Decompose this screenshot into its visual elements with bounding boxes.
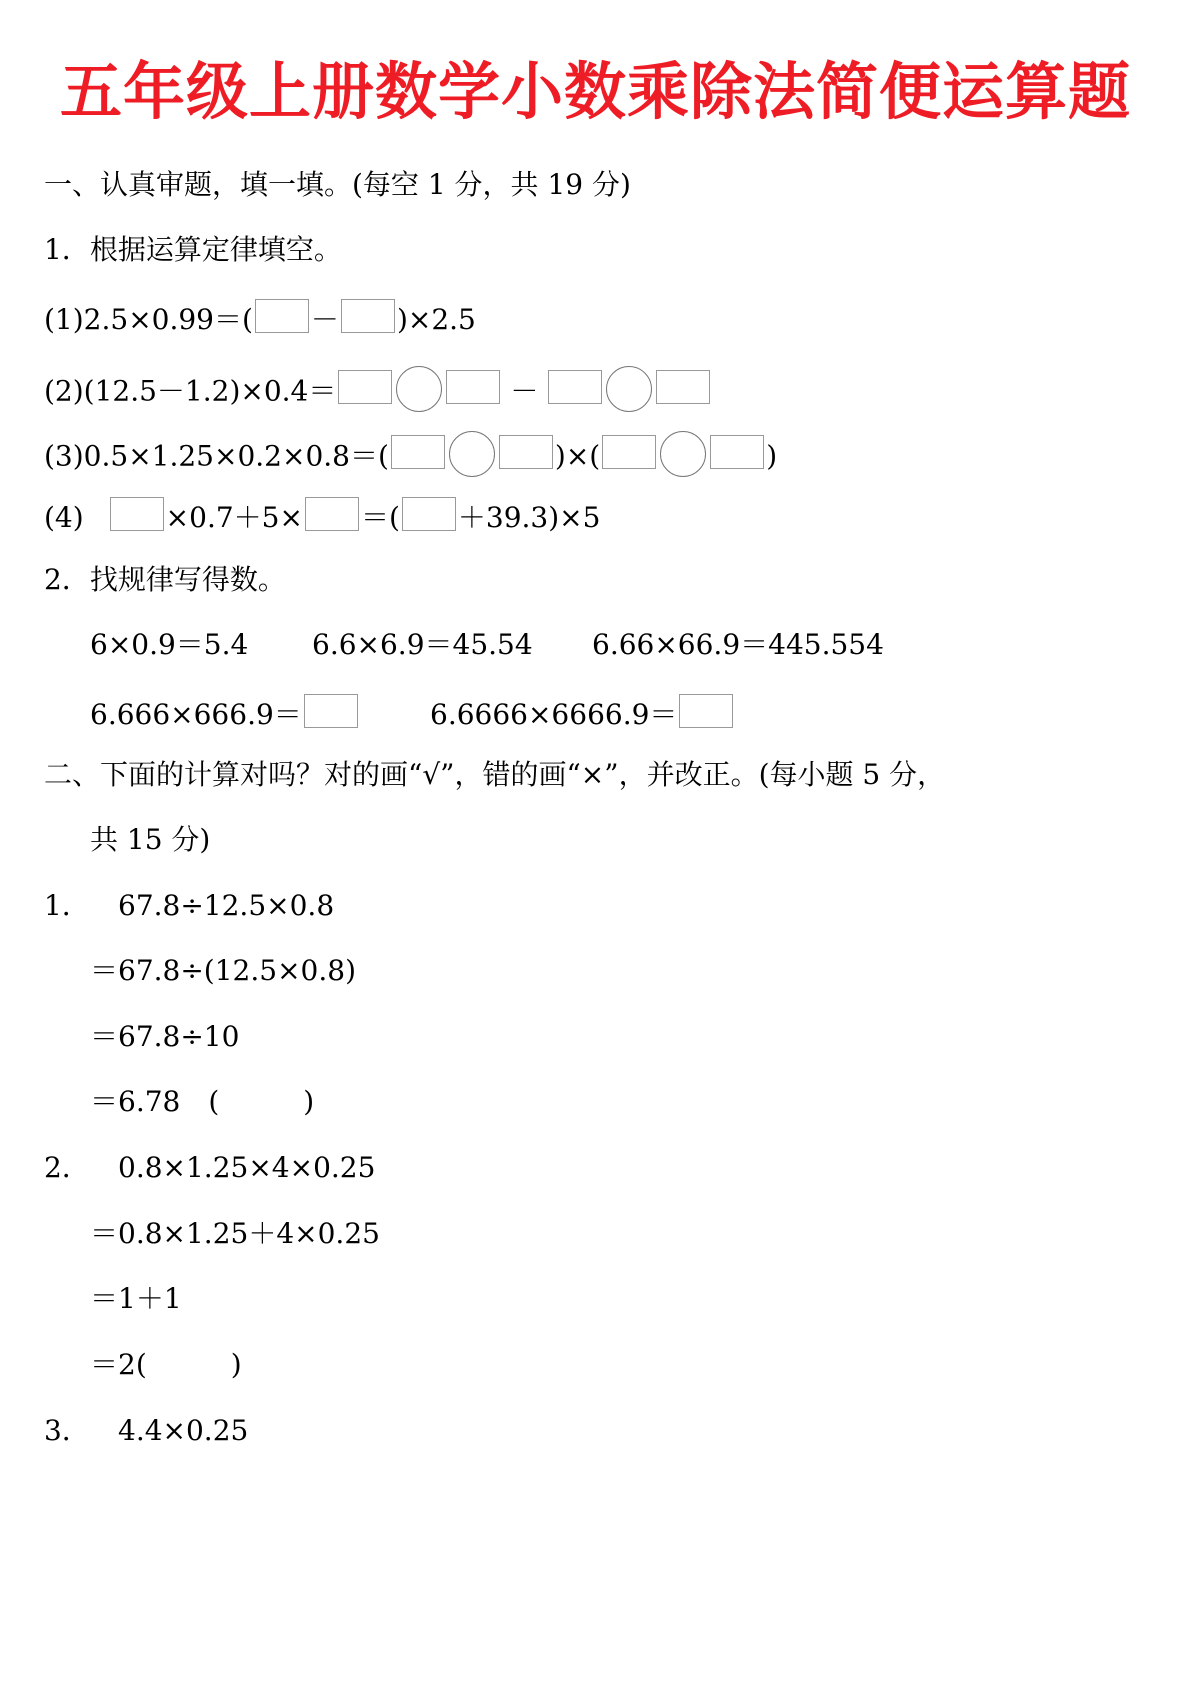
answer-box[interactable]: [548, 370, 602, 404]
pattern-question: [430, 695, 735, 735]
operator-circle[interactable]: [449, 431, 495, 477]
pattern-question-text: 6.666×666.9＝: [90, 698, 302, 731]
problem-step-answer[interactable]: ＝2( ): [90, 1348, 242, 1381]
q1-part1-suffix: )×2.5: [396, 303, 476, 336]
answer-box[interactable]: [602, 435, 656, 469]
answer-box[interactable]: [305, 497, 359, 531]
problem-step: ＝0.8×1.25＋4×0.25: [90, 1217, 380, 1250]
answer-box[interactable]: [304, 694, 358, 728]
pattern-question: [90, 695, 360, 735]
answer-box[interactable]: [255, 299, 309, 333]
problem-step-answer[interactable]: ＝6.78 ( ): [90, 1085, 315, 1118]
q1-part1: [44, 300, 476, 340]
q1-part3-suffix: ): [766, 439, 778, 473]
answer-box[interactable]: [110, 497, 164, 531]
answer-box[interactable]: [341, 299, 395, 333]
answer-box[interactable]: [338, 370, 392, 404]
problem-expression: 67.8÷12.5×0.8: [118, 889, 335, 922]
q1-part4-mid2: ＝(: [360, 501, 400, 534]
q1-label: 1．根据运算定律填空。: [44, 233, 342, 266]
section2-heading-cont: 共 15 分): [90, 823, 211, 856]
q1-part4-suffix: ＋39.3)×5: [457, 501, 601, 534]
q1-part3-prefix: (3)0.5×1.25×0.2×0.8＝(: [44, 439, 389, 473]
problem-step: ＝1＋1: [90, 1282, 182, 1315]
problem-number: 1．: [44, 889, 90, 922]
q1-part4-mid1: ×0.7＋5×: [165, 501, 303, 534]
problem-step: ＝67.8÷10: [90, 1020, 240, 1053]
answer-box[interactable]: [499, 435, 553, 469]
q2-label: 2．找规律写得数。: [44, 563, 286, 596]
problem-number: 3．: [44, 1414, 90, 1447]
minus-sign: －: [310, 303, 339, 336]
q1-part4-prefix: (4): [44, 501, 84, 534]
q1-part2: [44, 370, 712, 416]
q1-part3-mid: )×(: [554, 439, 601, 473]
answer-box[interactable]: [710, 435, 764, 469]
problem-expression: 4.4×0.25: [118, 1414, 249, 1447]
q1-part1-prefix: (1)2.5×0.99＝(: [44, 303, 253, 336]
answer-box[interactable]: [402, 497, 456, 531]
operator-circle[interactable]: [396, 366, 442, 412]
pattern-item: 6×0.9＝5.4: [90, 628, 249, 661]
problem-step: ＝67.8÷(12.5×0.8): [90, 954, 356, 987]
operator-circle[interactable]: [606, 366, 652, 412]
page-title: 五年级上册数学小数乘除法简便运算题: [59, 55, 1131, 128]
q1-part3: [44, 435, 777, 481]
section2-heading: 二、下面的计算对吗？对的画“√”，错的画“×”，并改正。(每小题 5 分，: [44, 758, 946, 791]
q1-part2-prefix: (2)(12.5－1.2)×0.4＝: [44, 374, 337, 408]
pattern-question-text: 6.6666×6666.9＝: [430, 698, 678, 731]
minus-sign: －: [510, 374, 539, 408]
operator-circle[interactable]: [660, 431, 706, 477]
answer-box[interactable]: [679, 694, 733, 728]
section1-heading: 一、认真审题，填一填。(每空 1 分，共 19 分): [44, 168, 631, 201]
answer-box[interactable]: [446, 370, 500, 404]
problem-expression: 0.8×1.25×4×0.25: [118, 1151, 376, 1184]
pattern-item: 6.66×66.9＝445.554: [592, 628, 884, 661]
answer-box[interactable]: [391, 435, 445, 469]
pattern-item: 6.6×6.9＝45.54: [312, 628, 533, 661]
answer-box[interactable]: [656, 370, 710, 404]
problem-number: 2．: [44, 1151, 90, 1184]
q1-part4: [44, 498, 600, 538]
